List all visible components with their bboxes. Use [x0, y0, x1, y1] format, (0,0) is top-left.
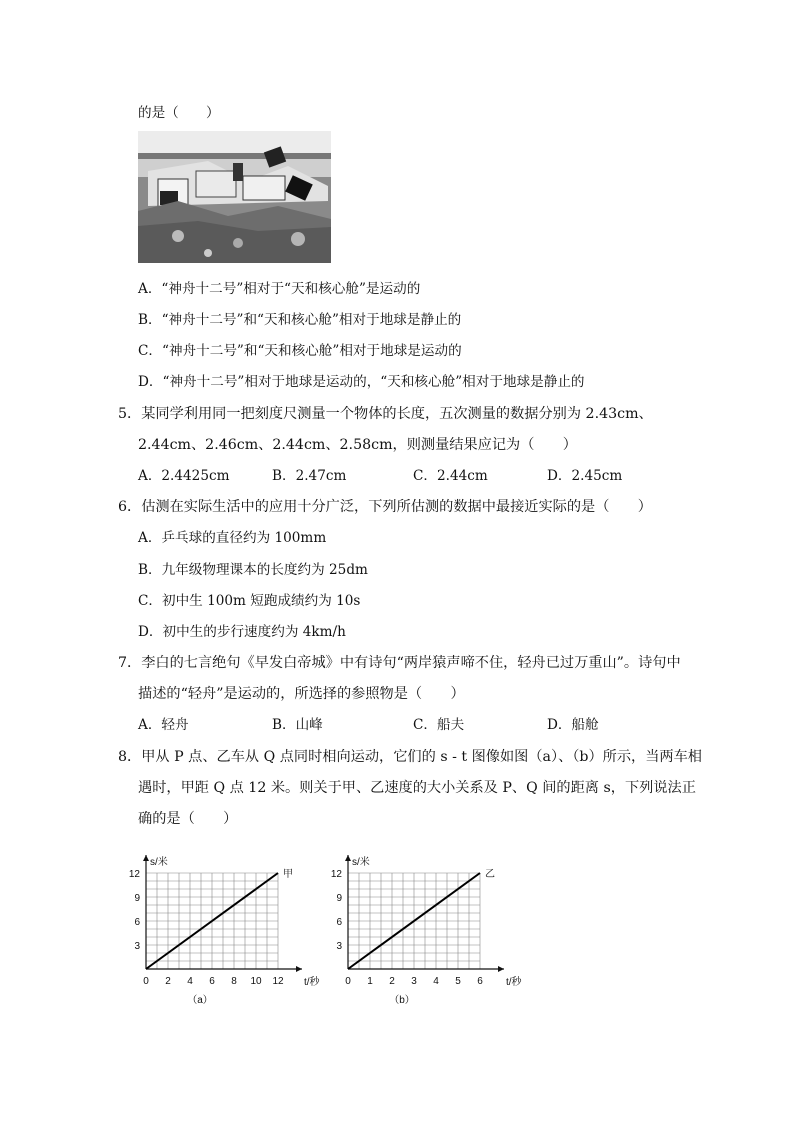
q7-option-d: D．船舱 [547, 717, 599, 733]
chart-b-x-label: t/秒 [506, 977, 522, 988]
chart-a-x-tick: 6 [209, 976, 215, 987]
q6-stem: 6．估测在实际生活中的应用十分广泛，下列所估测的数据中最接近实际的是（ ） [118, 499, 652, 515]
q4-stem-tail: 的是（ ） [138, 105, 220, 121]
chart-a-y-tick: 6 [134, 917, 140, 928]
chart-b-y-arrow [345, 855, 351, 861]
chart-b-x-tick: 0 [345, 976, 351, 987]
chart-a-x-tick: 12 [272, 976, 284, 987]
q6-option-b: B．九年级物理课本的长度约为 25dm [138, 562, 368, 578]
q7-option-b: B．山峰 [272, 717, 323, 733]
chart-b-x-arrow [498, 966, 504, 972]
q5-stem-line1: 5．某同学利用同一把刻度尺测量一个物体的长度，五次测量的数据分别为 2.43cm、 [118, 406, 653, 422]
chart-a-x-tick: 2 [165, 976, 171, 987]
spacecraft-photo [138, 131, 331, 263]
chart-b-y-tick: 9 [336, 893, 342, 904]
q5-option-d: D．2.45cm [547, 468, 623, 484]
chart-a-y-arrow [143, 855, 149, 861]
q7-option-a: A．轻舟 [138, 717, 189, 733]
chart-a-x-arrow [296, 966, 302, 972]
chart-b-series-label: 乙 [485, 869, 495, 880]
chart-b [322, 845, 522, 1014]
q6-option-d: D．初中生的步行速度约为 4km/h [138, 624, 346, 640]
chart-b-svg [322, 845, 522, 1010]
chart-a-x-tick: 10 [250, 976, 262, 987]
chart-a-y-tick: 12 [128, 869, 140, 880]
chart-b-x-tick: 3 [411, 976, 417, 987]
chart-a-svg [120, 845, 320, 1010]
q4-option-c: C．“神舟十二号”和“天和核心舱”相对于地球是运动的 [138, 343, 462, 359]
q8-stem-line1: 8．甲从 P 点、乙车从 Q 点同时相向运动，它们的 s - t 图像如图（a）、（b）所示，当两车相 [118, 749, 702, 765]
q4-option-d: D．“神舟十二号”相对于地球是运动的，“天和核心舱”相对于地球是静止的 [138, 374, 585, 390]
chart-b-y-label: s/米 [352, 857, 370, 868]
chart-a-y-tick: 9 [134, 893, 140, 904]
q4-option-b: B．“神舟十二号”和“天和核心舱”相对于地球是静止的 [138, 312, 462, 328]
chart-a-x-tick: 4 [187, 976, 193, 987]
q5-option-b: B．2.47cm [272, 468, 347, 484]
chart-a [120, 845, 320, 1014]
chart-a-caption: （a） [187, 995, 213, 1006]
chart-b-y-tick: 12 [330, 869, 342, 880]
chart-a-y-label: s/米 [150, 857, 168, 868]
chart-a-x-label: t/秒 [304, 977, 320, 988]
q5-option-c: C．2.44cm [413, 468, 488, 484]
q7-option-c: C．船夫 [413, 717, 465, 733]
q5-option-a: A．2.4425cm [138, 468, 230, 484]
chart-a-x-tick: 0 [143, 976, 149, 987]
chart-b-y-tick: 3 [336, 941, 342, 952]
chart-a-x-tick: 8 [231, 976, 237, 987]
chart-b-x-tick: 2 [389, 976, 395, 987]
q7-stem-line1: 7．李白的七言绝句《早发白帝城》中有诗句“两岸猿声啼不住，轻舟已过万重山”。诗句中 [118, 655, 681, 671]
q4-option-a: A．“神舟十二号”相对于“天和核心舱”是运动的 [138, 281, 421, 297]
q5-stem-line2: 2.44cm、2.46cm、2.44cm、2.58cm，则测量结果应记为（ ） [138, 437, 577, 453]
chart-b-x-tick: 1 [367, 976, 373, 987]
q6-option-c: C．初中生 100m 短跑成绩约为 10s [138, 593, 361, 609]
chart-b-x-tick: 4 [433, 976, 439, 987]
chart-b-x-tick: 5 [455, 976, 461, 987]
chart-b-y-tick: 6 [336, 917, 342, 928]
chart-b-x-tick: 6 [477, 976, 483, 987]
q8-stem-line2: 遇时，甲距 Q 点 12 米。则关于甲、乙速度的大小关系及 P、Q 间的距离 s，下列说法正 [138, 780, 696, 796]
q7-stem-line2: 描述的“轻舟”是运动的，所选择的参照物是（ ） [138, 686, 465, 702]
chart-a-y-tick: 3 [134, 941, 140, 952]
q8-stem-line3: 确的是（ ） [138, 811, 238, 827]
chart-b-caption: （b） [389, 995, 415, 1006]
chart-a-series-label: 甲 [283, 869, 293, 880]
q6-option-a: A．乒乓球的直径约为 100mm [138, 530, 327, 546]
